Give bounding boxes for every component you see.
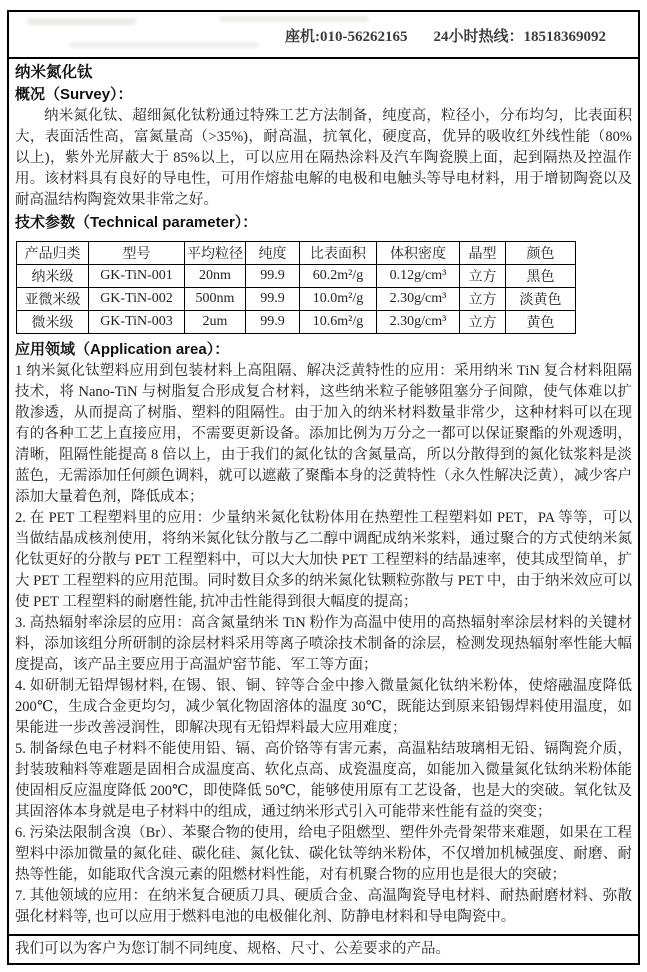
spec-table-row-nano (17, 265, 576, 288)
hotline-number: 24小时热线：18518369092 (433, 29, 606, 45)
contact-info (285, 25, 606, 46)
spec-cell: 500nm (185, 288, 246, 311)
spec-cell: 微米级 (17, 311, 89, 334)
spec-table-header-row (17, 242, 576, 265)
spec-cell: 10.0m²/g (300, 288, 377, 311)
application-heading: 应用领域（Application area）： (15, 341, 230, 358)
spec-header-surface-area: 比表面积 (300, 242, 377, 265)
contact-header (9, 12, 638, 59)
spec-cell: 99.9 (246, 311, 300, 334)
spec-header-particle-size: 平均粒径 (185, 242, 246, 265)
scan-artifact (69, 42, 259, 48)
custom-order-note: 我们可以为客户为您订制不同纯度、规格、尺寸、公差要求的产品。 (15, 941, 450, 957)
spec-header-crystal: 晶型 (460, 242, 506, 265)
spec-header-bulk-density: 体积密度 (377, 242, 460, 265)
scan-artifact (219, 16, 369, 22)
page-title: 纳米氮化钛 (15, 64, 93, 81)
spec-header-model: 型号 (89, 242, 185, 265)
spec-cell: GK-TiN-003 (89, 311, 185, 334)
spec-cell: 20nm (185, 265, 246, 288)
spec-cell: 黄色 (506, 311, 576, 334)
spec-cell: 黑色 (506, 265, 576, 288)
spec-cell: 0.12g/cm³ (377, 265, 460, 288)
spec-cell: 60.2m²/g (300, 265, 377, 288)
spec-cell: 99.9 (246, 288, 300, 311)
application-item-3: 3. 高热辐射率涂层的应用：高含氮量纳米 TiN 粉作为高温中使用的高热辐射率涂层材料的关键材料，添加该组分所研制的涂层材料采用等离子喷涂技术制备的涂层，检测发现热辐射率性能大幅度提高，该产品主要应用于高温炉窑节能、军工等方面； (15, 615, 632, 673)
spec-header-category: 产品归类 (17, 242, 89, 265)
spec-cell: GK-TiN-002 (89, 288, 185, 311)
spec-cell: 淡黄色 (506, 288, 576, 311)
tech-parameter-heading: 技术参数（Technical parameter）： (15, 214, 258, 231)
spec-table-row-submicron (17, 288, 576, 311)
spec-cell: 10.6m²/g (300, 311, 377, 334)
spec-cell: 立方 (460, 311, 506, 334)
application-item-4: 4. 如研制无铅焊锡材料, 在锡、银、铜、锌等合金中掺入微量氮化钛纳米粉体，使熔融温度降低 200℃，生成合金更均匀，减少氧化物固溶体的温度 30℃，既能达到原来铅锡焊料使用温度，如果能进一步改善浸润性，即解决现有无铅焊料最大应用难度； (15, 678, 632, 736)
spec-cell: 立方 (460, 288, 506, 311)
spec-cell: 立方 (460, 265, 506, 288)
spec-cell: 2.30g/cm³ (377, 311, 460, 334)
spec-cell: 2.30g/cm³ (377, 288, 460, 311)
document-frame (7, 10, 640, 965)
spec-cell: 纳米级 (17, 265, 89, 288)
spec-header-purity: 纯度 (246, 242, 300, 265)
application-item-1: 1 纳米氮化钛塑料应用到包装材料上高阻隔、解决泛黄特性的应用：采用纳米 TiN 复合材料阻隔技术，将 Nano-TiN 与树脂复合形成复合材料，这些纳米粒子能够阻塞分子间隙，使气体难以扩散渗透，从而提高了树脂、塑料的阻隔性。由于加入的纳米材料数量非常少，这种材料可以在现有的各种工艺上直接应用，不需要更新设备。添加比例为万分之一都可以保证聚酯的外观透明，清晰，阻隔性能提高 8 倍以上，由于我们的氮化钛的含氮量高，所以分散得到的氮化钛浆料是淡蓝色，无需添加任何颜色调料，就可以遮蔽了聚酯本身的泛黄特性（永久性解决泛黄），减少客户添加大量着色剂，降低成本； (15, 363, 632, 505)
custom-order-note-row (9, 934, 638, 963)
application-item-7: 7. 其他领域的应用：在纳米复合硬质刀具、硬质合金、高温陶瓷导电材料、耐热耐磨材料、弥散强化材料等, 也可以应用于燃料电池的电极催化剂、防静电材料和导电陶瓷中。 (15, 888, 632, 925)
application-item-5: 5. 制备绿色电子材料不能使用铅、镉、高价铬等有害元素，高温粘结玻璃相无铅、镉陶瓷介质，封装玻釉料等难题是固相合成温度高、软化点高、成瓷温度高，如能加入微量氮化钛纳米粉体能使固相反应温度降低 200℃，即使降低 50℃，能够使用原有工艺设备，也是大的突破。氧化钛及其固溶体本身就是电子材料中的组成，通过纳米形式引入可能带来性能有益的突变； (15, 741, 632, 820)
landline-number: 座机:010-56262165 (284, 29, 408, 45)
spec-table (16, 241, 576, 334)
spec-cell: GK-TiN-001 (89, 265, 185, 288)
document-body (9, 59, 638, 934)
spec-table-row-micron (17, 311, 576, 334)
application-item-6: 6. 污染法限制含溴（Br）、苯聚合物的使用，给电子阻燃型、塑件外壳骨架带来难题，如果在工程塑料中添加微量的氮化硅、碳化硅、氮化钛、碳化钛等纳米粉体，不仅增加机械强度、耐磨、耐热等性能，如能取代含溴元素的阻燃材料性能，对有机聚合物的应用也是很大的突破； (15, 825, 632, 883)
spec-header-color: 颜色 (506, 242, 576, 265)
survey-heading: 概况（Survey）： (15, 86, 133, 103)
spec-cell: 亚微米级 (17, 288, 89, 311)
spec-cell: 99.9 (246, 265, 300, 288)
survey-paragraph: 纳米氮化钛、超细氮化钛粉通过特殊工艺方法制备，纯度高，粒径小，分布均匀，比表面积大，表面活性高，富氮量高（>35%)，耐高温，抗氧化，硬度高，优异的吸收红外线性能（80%以上)，紫外光屏蔽大于 85%以上，可以应用在隔热涂料及汽车陶瓷膜上面，起到隔热及控温作用。该材料具有良好的导电性，可用作熔盐电解的电极和电触头等导电材料，用于增韧陶瓷以及耐高温结构陶瓷效果非常之好。 (15, 108, 632, 208)
scan-artifact (27, 18, 137, 25)
spec-cell: 2um (185, 311, 246, 334)
application-item-2: 2. 在 PET 工程塑料里的应用：少量纳米氮化钛粉体用在热塑性工程塑料如 PET，PA 等等，可以当做结晶成核剂使用，将纳米氮化钛分散与乙二醇中调配成纳米浆料，通过聚合的方式使纳米氮化钛更好的分散与 PET 工程塑料中，可以大大加快 PET 工程塑料的结晶速率，使其成型简单，扩大 PET 工程塑料的应用范围。同时数目众多的纳米氮化钛颗粒弥散与 PET 中，由于纳米效应可以使 PET 工程塑料的耐磨性能, 抗冲击性能得到很大幅度的提高； (15, 510, 632, 610)
